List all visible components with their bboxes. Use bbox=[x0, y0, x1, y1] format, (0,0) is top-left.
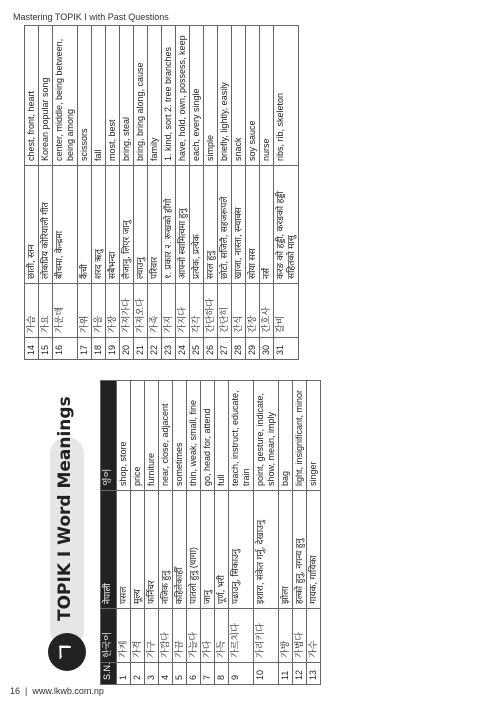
cell-nepali: सबैभन्दा bbox=[106, 166, 120, 284]
cell-nepali: झोला bbox=[279, 491, 293, 609]
cell-english: chest, front, heart bbox=[25, 26, 39, 166]
cell-nepali: छोटो, सजिलै, सहजरूपले bbox=[218, 166, 232, 284]
table-row bbox=[187, 381, 201, 685]
cell-nepali: १. प्रकार २. रूखको हाँगो bbox=[162, 166, 176, 284]
cell-korean: 가격 bbox=[131, 609, 145, 663]
cell-korean: 간호사 bbox=[260, 284, 274, 338]
cell-korean: 가지 bbox=[162, 284, 176, 338]
cell-korean: 가운데 bbox=[53, 284, 78, 338]
cell-nepali: नर्स bbox=[260, 166, 274, 284]
cell-sn: 30 bbox=[260, 338, 274, 360]
cell-sn: 8 bbox=[215, 663, 229, 685]
cell-sn: 2 bbox=[131, 663, 145, 685]
cell-sn: 5 bbox=[173, 663, 187, 685]
cell-sn: 9 bbox=[229, 663, 254, 685]
word-table-left bbox=[100, 380, 321, 685]
table-row bbox=[106, 26, 120, 360]
table-row bbox=[215, 381, 229, 685]
cell-korean: 가깝다 bbox=[159, 609, 173, 663]
cell-korean: 갈비 bbox=[274, 284, 299, 338]
cell-korean: 각각 bbox=[190, 284, 204, 338]
cell-korean: 가방 bbox=[279, 609, 293, 663]
cell-nepali: पातलो हुनु (धागा) bbox=[187, 491, 201, 609]
cell-korean: 가족 bbox=[148, 284, 162, 338]
table-row bbox=[176, 26, 190, 360]
cell-nepali: परिवार bbox=[148, 166, 162, 284]
website-link[interactable]: www.lkwb.com.np bbox=[32, 686, 104, 696]
cell-sn: 12 bbox=[293, 663, 307, 685]
cell-english: singer bbox=[307, 381, 321, 491]
table-row bbox=[229, 381, 254, 685]
cell-english: Korean popular song bbox=[39, 26, 53, 166]
table-row bbox=[190, 26, 204, 360]
table-row bbox=[131, 381, 145, 685]
cell-sn: 19 bbox=[106, 338, 120, 360]
cell-sn: 18 bbox=[92, 338, 106, 360]
cell-korean: 가요 bbox=[39, 284, 53, 338]
cell-nepali: प्रत्येक, प्रत्येक bbox=[190, 166, 204, 284]
table-row bbox=[78, 26, 92, 360]
cell-english: simple bbox=[204, 26, 218, 166]
table-row bbox=[25, 26, 39, 360]
cell-sn: 20 bbox=[120, 338, 134, 360]
header-english: 영어 bbox=[101, 381, 117, 491]
cell-sn: 4 bbox=[159, 663, 173, 685]
cell-english: shop, store bbox=[117, 381, 131, 491]
cell-nepali: ल्याउनु bbox=[134, 166, 148, 284]
section-title bbox=[28, 380, 98, 685]
word-table-right bbox=[24, 25, 299, 360]
cell-english: price bbox=[131, 381, 145, 491]
cell-english: sometimes bbox=[173, 381, 187, 491]
cell-english: soy sauce bbox=[246, 26, 260, 166]
cell-nepali: शरद ऋतु bbox=[92, 166, 106, 284]
table-row bbox=[39, 26, 53, 360]
cell-sn: 11 bbox=[279, 663, 293, 685]
cell-korean: 가져오다 bbox=[134, 284, 148, 338]
cell-nepali: इशारा, संकेत गर्नु, देखाउनु bbox=[254, 491, 279, 609]
table-row bbox=[134, 26, 148, 360]
cell-sn: 22 bbox=[148, 338, 162, 360]
cell-sn: 16 bbox=[53, 338, 78, 360]
cell-english: furniture bbox=[145, 381, 159, 491]
cell-sn: 21 bbox=[134, 338, 148, 360]
cell-korean: 가끔 bbox=[173, 609, 187, 663]
cell-sn: 29 bbox=[246, 338, 260, 360]
cell-sn: 15 bbox=[39, 338, 53, 360]
cell-korean: 가늘다 bbox=[187, 609, 201, 663]
table-row bbox=[117, 381, 131, 685]
table-row bbox=[232, 26, 246, 360]
table-header-row bbox=[101, 381, 117, 685]
cell-sn: 14 bbox=[25, 338, 39, 360]
table-row bbox=[148, 26, 162, 360]
cell-nepali: गायक, गायिका bbox=[307, 491, 321, 609]
table-row bbox=[260, 26, 274, 360]
table-row bbox=[307, 381, 321, 685]
cell-english: light, insignificant, minor bbox=[293, 381, 307, 491]
cell-nepali: खाजा, नास्ता, स्न्याक्स bbox=[232, 166, 246, 284]
cell-sn: 26 bbox=[204, 338, 218, 360]
cell-nepali: आफ्नो स्वामित्वमा हुनु bbox=[176, 166, 190, 284]
cell-korean: 가득 bbox=[215, 609, 229, 663]
table-row bbox=[201, 381, 215, 685]
header-sn: S.N. bbox=[101, 663, 117, 685]
cell-nepali: कहिलेकाहीँ bbox=[173, 491, 187, 609]
cell-nepali: लोकप्रिय कोरियाली गीत bbox=[39, 166, 53, 284]
table-row bbox=[173, 381, 187, 685]
section-title-text: TOPIK I Word Meanings bbox=[55, 396, 75, 621]
page-footer bbox=[10, 686, 104, 696]
cell-english: snack bbox=[232, 26, 246, 166]
running-header: Mastering TOPIK I with Past Questions bbox=[13, 12, 169, 22]
cell-sn: 27 bbox=[218, 338, 232, 360]
table-row bbox=[204, 26, 218, 360]
cell-english: most, best bbox=[106, 26, 120, 166]
cell-sn: 7 bbox=[201, 663, 215, 685]
cell-english: go, head for, attend bbox=[201, 381, 215, 491]
cell-sn: 10 bbox=[254, 663, 279, 685]
cell-english: 1. kind, sort 2. tree branches bbox=[162, 26, 176, 166]
cell-english: family bbox=[148, 26, 162, 166]
cell-english: center, middle, being between, being among bbox=[53, 26, 78, 166]
cell-korean: 가게 bbox=[117, 609, 131, 663]
cell-korean: 가다 bbox=[201, 609, 215, 663]
cell-english: teach, instruct, educate, train bbox=[229, 381, 254, 491]
cell-english: thin, weak, small, fine bbox=[187, 381, 201, 491]
cell-nepali: मूल्य bbox=[131, 491, 145, 609]
cell-nepali: सोया सस bbox=[246, 166, 260, 284]
cell-nepali: हल्को हुनु, नगन्य हुनु bbox=[293, 491, 307, 609]
cell-nepali: नजिक हुनु bbox=[159, 491, 173, 609]
cell-korean: 간단히 bbox=[218, 284, 232, 338]
cell-english: scissors bbox=[78, 26, 92, 166]
cell-korean: 가장 bbox=[106, 284, 120, 338]
cell-nepali: लैजानु, लिएर जानु bbox=[120, 166, 134, 284]
table-row bbox=[293, 381, 307, 685]
cell-nepali: करङ को हड्डी, करङको हड्डी सहितको मासु bbox=[274, 166, 299, 284]
cell-nepali: जानु bbox=[201, 491, 215, 609]
page-number: 16 bbox=[10, 686, 21, 696]
table-row bbox=[279, 381, 293, 685]
cell-korean: 가위 bbox=[78, 284, 92, 338]
cell-sn: 25 bbox=[190, 338, 204, 360]
table-row bbox=[254, 381, 279, 685]
rotated-page-content bbox=[18, 25, 488, 685]
cell-nepali: बीचमा, केन्द्रमा bbox=[53, 166, 78, 284]
footer-separator: | bbox=[25, 686, 28, 696]
cell-english: point, gesture, indicate, show, mean, imply bbox=[254, 381, 279, 491]
cell-english: fall bbox=[92, 26, 106, 166]
cell-english: briefly, lightly, easily bbox=[218, 26, 232, 166]
cell-sn: 6 bbox=[187, 663, 201, 685]
cell-korean: 가져가다 bbox=[120, 284, 134, 338]
cell-korean: 가르치다 bbox=[229, 609, 254, 663]
table-row bbox=[274, 26, 299, 360]
header-korean: 한국어 bbox=[101, 609, 117, 663]
cell-sn: 24 bbox=[176, 338, 190, 360]
cell-nepali: छाती, स्तन bbox=[25, 166, 39, 284]
cell-korean: 가을 bbox=[92, 284, 106, 338]
cell-korean: 가지다 bbox=[176, 284, 190, 338]
cell-sn: 3 bbox=[145, 663, 159, 685]
cell-sn: 31 bbox=[274, 338, 299, 360]
table-row bbox=[53, 26, 78, 360]
cell-sn: 13 bbox=[307, 663, 321, 685]
cell-korean: 간장 bbox=[246, 284, 260, 338]
cell-nepali: कैंची bbox=[78, 166, 92, 284]
table-row bbox=[145, 381, 159, 685]
cell-korean: 가슴 bbox=[25, 284, 39, 338]
cell-korean: 가리키다 bbox=[254, 609, 279, 663]
cell-nepali: सरल हुनु bbox=[204, 166, 218, 284]
table-row bbox=[246, 26, 260, 360]
section-letter-badge: ㄱ bbox=[48, 633, 86, 671]
table-row bbox=[162, 26, 176, 360]
cell-english: bag bbox=[279, 381, 293, 491]
cell-sn: 1 bbox=[117, 663, 131, 685]
cell-english: near, close, adjacent bbox=[159, 381, 173, 491]
table-row bbox=[120, 26, 134, 360]
cell-korean: 가구 bbox=[145, 609, 159, 663]
cell-sn: 28 bbox=[232, 338, 246, 360]
cell-nepali: पसल bbox=[117, 491, 131, 609]
cell-sn: 23 bbox=[162, 338, 176, 360]
cell-korean: 가수 bbox=[307, 609, 321, 663]
cell-english: full bbox=[215, 381, 229, 491]
cell-nepali: फर्निचर bbox=[145, 491, 159, 609]
cell-nepali: पूर्ण, भरी bbox=[215, 491, 229, 609]
cell-sn: 17 bbox=[78, 338, 92, 360]
table-row bbox=[92, 26, 106, 360]
cell-english: bring, bring along, cause bbox=[134, 26, 148, 166]
cell-english: bring, steal bbox=[120, 26, 134, 166]
cell-korean: 간식 bbox=[232, 284, 246, 338]
cell-korean: 간단하다 bbox=[204, 284, 218, 338]
cell-english: have, hold, own, possess, keep bbox=[176, 26, 190, 166]
cell-english: each, every single bbox=[190, 26, 204, 166]
table-row bbox=[159, 381, 173, 685]
header-nepali: नेपाली bbox=[101, 491, 117, 609]
cell-english: nurse bbox=[260, 26, 274, 166]
table-row bbox=[218, 26, 232, 360]
cell-english: ribs, rib, skeleton bbox=[274, 26, 299, 166]
cell-korean: 가볍다 bbox=[293, 609, 307, 663]
cell-nepali: पढाउनु, सिकाउनु bbox=[229, 491, 254, 609]
